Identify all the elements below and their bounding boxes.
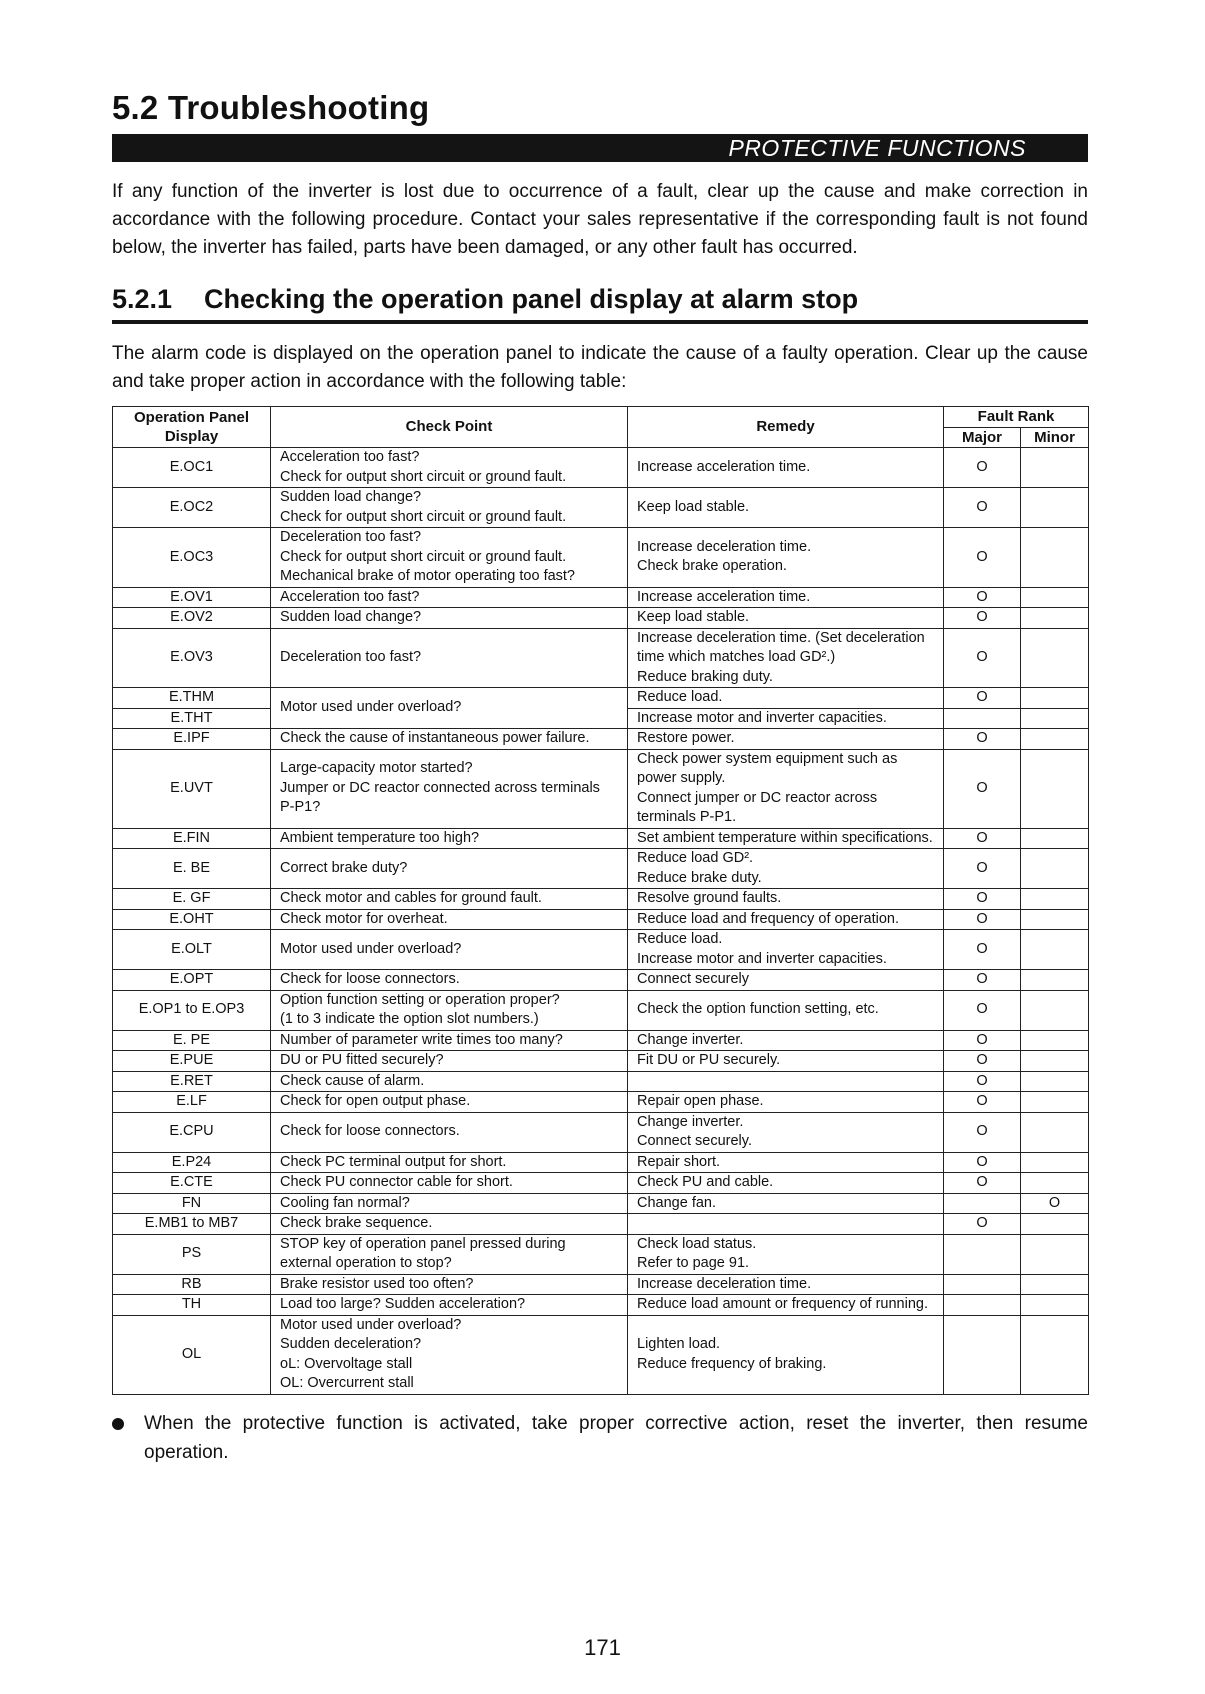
row-remedy: Increase deceleration time. Check brake operation. [628, 528, 944, 588]
table-row [113, 970, 1089, 991]
row-rank-minor [1021, 1030, 1089, 1051]
subsection-rule [112, 320, 1088, 324]
row-rank-major [944, 1315, 1021, 1394]
row-remedy: Set ambient temperature within specifications. [628, 828, 944, 849]
row-check-point: Ambient temperature too high? [271, 828, 628, 849]
row-rank-minor [1021, 688, 1089, 709]
row-display-code: E.CTE [113, 1173, 271, 1194]
header-major: Major [944, 427, 1021, 448]
row-remedy: Reduce load GD². Reduce brake duty. [628, 849, 944, 889]
table-row [113, 849, 1089, 889]
row-rank-major [944, 1274, 1021, 1295]
row-remedy: Repair open phase. [628, 1092, 944, 1113]
row-check-point: DU or PU fitted securely? [271, 1051, 628, 1072]
row-remedy: Change fan. [628, 1193, 944, 1214]
row-display-code: E.OHT [113, 909, 271, 930]
row-check-point: Check motor and cables for ground fault. [271, 889, 628, 910]
table-row [113, 1112, 1089, 1152]
row-display-code: E.OV1 [113, 587, 271, 608]
row-display-code: FN [113, 1193, 271, 1214]
row-check-point: Sudden load change? Check for output short circuit or ground fault. [271, 488, 628, 528]
row-rank-minor [1021, 990, 1089, 1030]
row-rank-major: O [944, 970, 1021, 991]
row-remedy: Keep load stable. [628, 488, 944, 528]
row-remedy [628, 1214, 944, 1235]
row-remedy: Change inverter. Connect securely. [628, 1112, 944, 1152]
subsection-title: Checking the operation panel display at alarm stop [204, 284, 859, 314]
row-check-point: STOP key of operation panel pressed during external operation to stop? [271, 1234, 628, 1274]
subsection-number: 5.2.1 [112, 284, 173, 314]
subsection-intro: The alarm code is displayed on the operation panel to indicate the cause of a faulty operation. Clear up the cause and take proper action in accordance with the following table: [112, 343, 1088, 392]
row-check-point: Check brake sequence. [271, 1214, 628, 1235]
section-title: 5.2 Troubleshooting [112, 89, 430, 126]
row-display-code: TH [113, 1295, 271, 1316]
table-row [113, 688, 1089, 709]
row-check-point: Load too large? Sudden acceleration? [271, 1295, 628, 1316]
row-rank-major: O [944, 528, 1021, 588]
row-rank-minor [1021, 729, 1089, 750]
row-rank-minor [1021, 909, 1089, 930]
table-row [113, 587, 1089, 608]
row-rank-major: O [944, 448, 1021, 488]
row-rank-major: O [944, 688, 1021, 709]
row-rank-major: O [944, 587, 1021, 608]
row-rank-major: O [944, 1051, 1021, 1072]
row-rank-minor [1021, 708, 1089, 729]
row-display-code: E.UVT [113, 749, 271, 828]
row-remedy: Reduce load and frequency of operation. [628, 909, 944, 930]
row-display-code: E.OV3 [113, 628, 271, 688]
row-display-code: E.THT [113, 708, 271, 729]
row-remedy: Resolve ground faults. [628, 889, 944, 910]
row-rank-major: O [944, 1152, 1021, 1173]
row-rank-minor [1021, 1295, 1089, 1316]
page-number: 171 [584, 1635, 621, 1660]
row-remedy: Check the option function setting, etc. [628, 990, 944, 1030]
row-rank-minor [1021, 488, 1089, 528]
row-check-point: Large-capacity motor started? Jumper or DC reactor connected across terminals P-P1? [271, 749, 628, 828]
table-row [113, 1234, 1089, 1274]
row-rank-minor [1021, 1092, 1089, 1113]
row-display-code: E.OPT [113, 970, 271, 991]
row-remedy: Connect securely [628, 970, 944, 991]
row-remedy: Increase deceleration time. (Set deceleration time which matches load GD².) Reduce braking duty. [628, 628, 944, 688]
row-rank-major: O [944, 909, 1021, 930]
fault-table-body [113, 448, 1089, 1395]
row-rank-major: O [944, 889, 1021, 910]
row-rank-minor [1021, 1234, 1089, 1274]
row-check-point: Number of parameter write times too many? [271, 1030, 628, 1051]
row-rank-minor [1021, 608, 1089, 629]
table-row [113, 448, 1089, 488]
row-remedy: Reduce load amount or frequency of running. [628, 1295, 944, 1316]
row-rank-major: O [944, 849, 1021, 889]
table-row [113, 749, 1089, 828]
row-remedy: Check load status. Refer to page 91. [628, 1234, 944, 1274]
row-remedy: Increase acceleration time. [628, 448, 944, 488]
bullet-icon [112, 1418, 124, 1430]
row-rank-major: O [944, 729, 1021, 750]
row-rank-minor [1021, 1214, 1089, 1235]
header-remedy: Remedy [628, 407, 944, 448]
table-row [113, 1274, 1089, 1295]
subsection-heading [112, 282, 1088, 316]
row-remedy: Increase motor and inverter capacities. [628, 708, 944, 729]
row-rank-minor [1021, 749, 1089, 828]
row-rank-minor [1021, 1274, 1089, 1295]
row-check-point: Check cause of alarm. [271, 1071, 628, 1092]
table-row [113, 990, 1089, 1030]
row-remedy: Restore power. [628, 729, 944, 750]
row-remedy: Reduce load. [628, 688, 944, 709]
row-check-point: Deceleration too fast? Check for output short circuit or ground fault. Mechanical brake of motor operating too fast? [271, 528, 628, 588]
row-display-code: E.P24 [113, 1152, 271, 1173]
row-display-code: E. BE [113, 849, 271, 889]
table-row [113, 628, 1089, 688]
header-minor: Minor [1021, 427, 1089, 448]
row-display-code: OL [113, 1315, 271, 1394]
row-rank-major: O [944, 1112, 1021, 1152]
row-rank-minor [1021, 528, 1089, 588]
row-rank-minor [1021, 587, 1089, 608]
row-display-code: E.THM [113, 688, 271, 709]
table-row [113, 1051, 1089, 1072]
table-row [113, 1071, 1089, 1092]
row-remedy: Fit DU or PU securely. [628, 1051, 944, 1072]
row-rank-major [944, 708, 1021, 729]
row-remedy: Change inverter. [628, 1030, 944, 1051]
section-intro: If any function of the inverter is lost due to occurrence of a fault, clear up the cause and make correction in accordance with the following procedure. Contact your sales representative if the corresponding fault is not found below, the inverter has failed, parts have been damaged, or any other fault has occurred. [112, 181, 1088, 258]
row-display-code: E.OC2 [113, 488, 271, 528]
row-check-point: Check the cause of instantaneous power failure. [271, 729, 628, 750]
row-display-code: E.OLT [113, 930, 271, 970]
row-display-code: E.RET [113, 1071, 271, 1092]
table-row [113, 930, 1089, 970]
row-remedy: Keep load stable. [628, 608, 944, 629]
row-check-point: Brake resistor used too often? [271, 1274, 628, 1295]
row-rank-major: O [944, 749, 1021, 828]
row-check-point: Check PC terminal output for short. [271, 1152, 628, 1173]
row-check-point: Correct brake duty? [271, 849, 628, 889]
row-rank-major [944, 1234, 1021, 1274]
row-rank-minor [1021, 1071, 1089, 1092]
row-rank-minor [1021, 1315, 1089, 1394]
row-check-point: Cooling fan normal? [271, 1193, 628, 1214]
row-display-code: E. PE [113, 1030, 271, 1051]
row-rank-major: O [944, 488, 1021, 528]
table-row [113, 1214, 1089, 1235]
row-remedy: Reduce load. Increase motor and inverter capacities. [628, 930, 944, 970]
row-rank-major: O [944, 1173, 1021, 1194]
row-display-code: E.FIN [113, 828, 271, 849]
row-remedy: Check PU and cable. [628, 1173, 944, 1194]
row-check-point: Motor used under overload? Sudden deceleration? oL: Overvoltage stall OL: Overcurrent stall [271, 1315, 628, 1394]
table-row [113, 1315, 1089, 1394]
row-rank-minor [1021, 849, 1089, 889]
row-rank-major: O [944, 1071, 1021, 1092]
row-display-code: E.IPF [113, 729, 271, 750]
row-check-point: Option function setting or operation proper? (1 to 3 indicate the option slot numbers.) [271, 990, 628, 1030]
fault-table [112, 406, 1089, 1395]
row-rank-minor [1021, 889, 1089, 910]
row-rank-major: O [944, 828, 1021, 849]
row-display-code: E.PUE [113, 1051, 271, 1072]
row-remedy: Check power system equipment such as power supply. Connect jumper or DC reactor across terminals P-P1. [628, 749, 944, 828]
row-rank-minor [1021, 628, 1089, 688]
row-display-code: E.OV2 [113, 608, 271, 629]
row-rank-minor [1021, 1051, 1089, 1072]
row-rank-major [944, 1295, 1021, 1316]
row-rank-minor [1021, 930, 1089, 970]
table-row [113, 1030, 1089, 1051]
row-rank-major: O [944, 1214, 1021, 1235]
row-remedy: Increase deceleration time. [628, 1274, 944, 1295]
row-remedy: Repair short. [628, 1152, 944, 1173]
table-row [113, 889, 1089, 910]
row-display-code: E.OP1 to E.OP3 [113, 990, 271, 1030]
table-row [113, 488, 1089, 528]
row-rank-major: O [944, 628, 1021, 688]
row-rank-minor [1021, 1152, 1089, 1173]
row-rank-minor [1021, 970, 1089, 991]
row-remedy: Lighten load. Reduce frequency of braking. [628, 1315, 944, 1394]
table-row [113, 1193, 1089, 1214]
row-check-point: Check for loose connectors. [271, 1112, 628, 1152]
row-check-point: Acceleration too fast? Check for output short circuit or ground fault. [271, 448, 628, 488]
row-display-code: E.MB1 to MB7 [113, 1214, 271, 1235]
row-rank-minor: O [1021, 1193, 1089, 1214]
table-row [113, 729, 1089, 750]
row-check-point: Deceleration too fast? [271, 628, 628, 688]
table-row [113, 528, 1089, 588]
row-check-point: Motor used under overload? [271, 930, 628, 970]
row-rank-major: O [944, 1030, 1021, 1051]
table-row [113, 909, 1089, 930]
row-display-code: RB [113, 1274, 271, 1295]
row-check-point: Sudden load change? [271, 608, 628, 629]
row-display-code: E.OC1 [113, 448, 271, 488]
section-banner: PROTECTIVE FUNCTIONS [112, 134, 1088, 162]
row-check-point: Check for loose connectors. [271, 970, 628, 991]
row-rank-major: O [944, 608, 1021, 629]
row-rank-major: O [944, 1092, 1021, 1113]
row-rank-major: O [944, 990, 1021, 1030]
row-rank-minor [1021, 828, 1089, 849]
row-remedy [628, 1071, 944, 1092]
row-check-point: Check for open output phase. [271, 1092, 628, 1113]
table-row [113, 608, 1089, 629]
table-row [113, 1092, 1089, 1113]
row-rank-minor [1021, 1173, 1089, 1194]
row-check-point: Check PU connector cable for short. [271, 1173, 628, 1194]
row-display-code: PS [113, 1234, 271, 1274]
row-display-code: E. GF [113, 889, 271, 910]
row-rank-major: O [944, 930, 1021, 970]
note-text: When the protective function is activated, take proper corrective action, reset the inverter, then resume operation. [144, 1412, 1088, 1463]
table-row [113, 1173, 1089, 1194]
row-display-code: E.OC3 [113, 528, 271, 588]
row-check-point: Acceleration too fast? [271, 587, 628, 608]
row-rank-minor [1021, 448, 1089, 488]
row-rank-major [944, 1193, 1021, 1214]
table-row [113, 1152, 1089, 1173]
header-check-point: Check Point [271, 407, 628, 448]
row-remedy: Increase acceleration time. [628, 587, 944, 608]
table-row [113, 1295, 1089, 1316]
header-display: Operation Panel Display [113, 407, 271, 448]
row-display-code: E.CPU [113, 1112, 271, 1152]
table-row [113, 828, 1089, 849]
row-check-point: Motor used under overload? [271, 688, 628, 729]
row-rank-minor [1021, 1112, 1089, 1152]
row-check-point: Check motor for overheat. [271, 909, 628, 930]
bullet-note [112, 1409, 1088, 1467]
row-display-code: E.LF [113, 1092, 271, 1113]
header-fault-rank: Fault Rank [944, 407, 1089, 428]
